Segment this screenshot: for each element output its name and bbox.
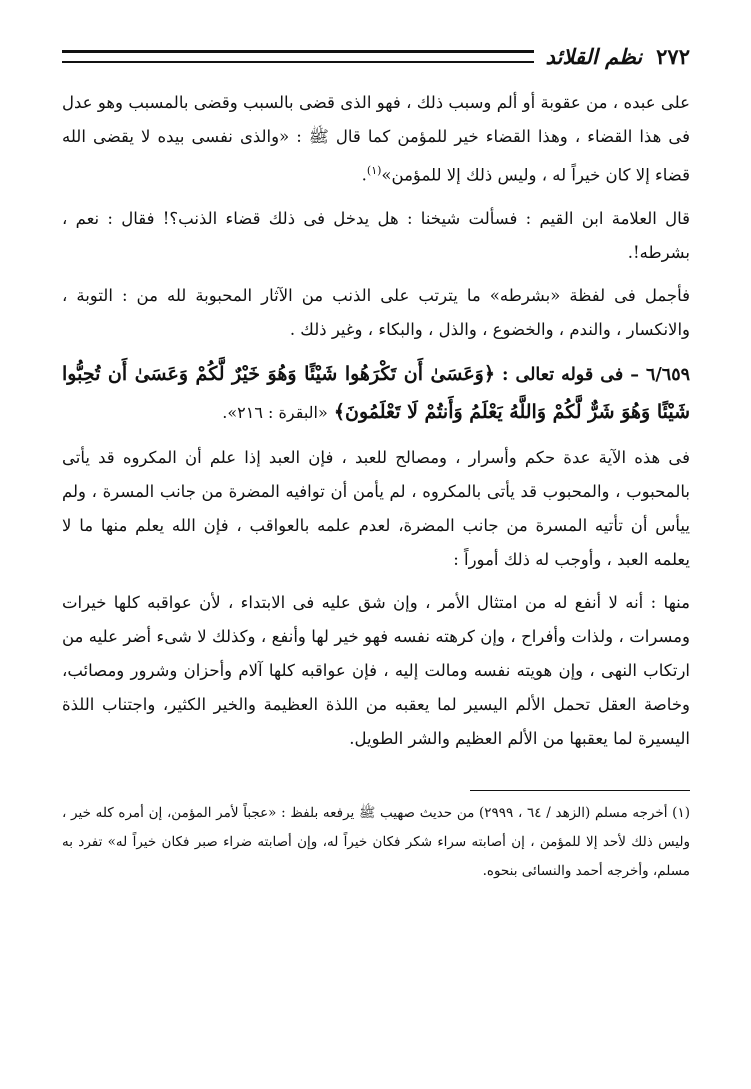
book-page: [62, 38, 690, 1058]
quran-verse: ﴿وَعَسَىٰ أَن تَكْرَهُوا شَيْئًا وَهُوَ خَيْرٌ لَّكُمْ وَعَسَىٰ أَن تُحِبُّوا شَيْئًا وَهُوَ شَرٌّ لَّكُمْ وَاللَّهُ يَعْلَمُ وَأَنتُمْ لَا تَعْلَمُونَ﴾: [62, 362, 690, 423]
paragraph-2: قال العلامة ابن القيم : فسألت شيخنا : هل يدخل فى ذلك قضاء الذنب؟! فقال : نعم ، بشرطه!.: [62, 208, 690, 262]
running-title: نظم القلائد: [545, 43, 643, 69]
paragraph-4-verse: [62, 356, 690, 432]
page-header: [62, 38, 690, 74]
paragraph-6: منها : أنه لا أنفع له من امتثال الأمر ، وإن شق عليه فى الابتداء ، لأن عواقبه كلها خيرات ومسرات ، ولذات وأفراح ، وإن كرهته نفسه فهو خير لها وأنفع ، وكذلك لا شىء أضر عليه من ارتكاب النهى ، وإن هويته نفسه ومالت إليه ، فإن عواقبه كلها آلام وأحزان وشرور ومصائب، وخاصة العقل تحمل الألم اليسير لما يعقبه من اللذة العظيمة والخير الكثير، واجتناب اللذة اليسيرة لما يعقبها من الألم العظيم والشر الطويل.: [62, 592, 690, 748]
footnote: (١) أخرجه مسلم (الزهد / ٦٤ ، ٢٩٩٩) من حديث صهيب ﷺ يرفعه بلفظ : «عجباً لأمر المؤمن، إن أمره كله خير ، وليس ذلك لأحد إلا للمؤمن ، إن أصابته سراء شكر فكان خيراً له، وإن أصابته ضراء صبر فكان خيراً له» تفرد به مسلم، وأخرجه أحمد والنسائى بنحوه.: [62, 804, 690, 879]
verse-reference: «البقرة : ٢١٦».: [222, 402, 328, 422]
paragraph-1-end: .: [361, 165, 367, 185]
header-rule: [62, 50, 534, 63]
entry-number: ٦/٦٥٩: [646, 364, 691, 385]
paragraph-3: فأجمل فى لفظة «بشرطه» ما يترتب على الذنب من الآثار المحبوبة لله من : التوبة ، والانكسار ، والندم ، والخضوع ، والذل ، والبكاء ، وغير ذلك .: [62, 285, 690, 339]
footnote-rule: [470, 790, 690, 791]
page-number: ٢٧٢: [656, 43, 690, 69]
footnote-marker[interactable]: (١): [366, 164, 382, 177]
body-text: [62, 86, 690, 756]
verse-intro: – فى قوله تعالى :: [502, 364, 639, 385]
paragraph-5: فى هذه الآية عدة حكم وأسرار ، ومصالح للعبد ، فإن العبد إذا علم أن المكروه قد يأتى بالمحبوب ، والمحبوب قد يأتى بالمكروه ، لم يأمن أن توافيه المضرة من جانب المسرة ، ولم ييأس أن تأتيه المسرة من جانب المضرة، لعدم علمه بالعواقب ، فإن الله يعلم منها ما لا يعلمه العبد ، وأوجب له ذلك أموراً :: [62, 447, 690, 569]
paragraph-1-text: على عبده ، من عقوبة أو ألم وسبب ذلك ، فهو الذى قضى بالسبب وقضى بالمسبب وهو عدل فى هذا القضاء ، وهذا القضاء خير للمؤمن كما قال ﷺ : «والذى نفسى بيده لا يقضى الله قضاء إلا كان خيراً له ، وليس ذلك إلا للمؤمن»: [62, 93, 690, 185]
paragraph-1: [62, 86, 690, 193]
